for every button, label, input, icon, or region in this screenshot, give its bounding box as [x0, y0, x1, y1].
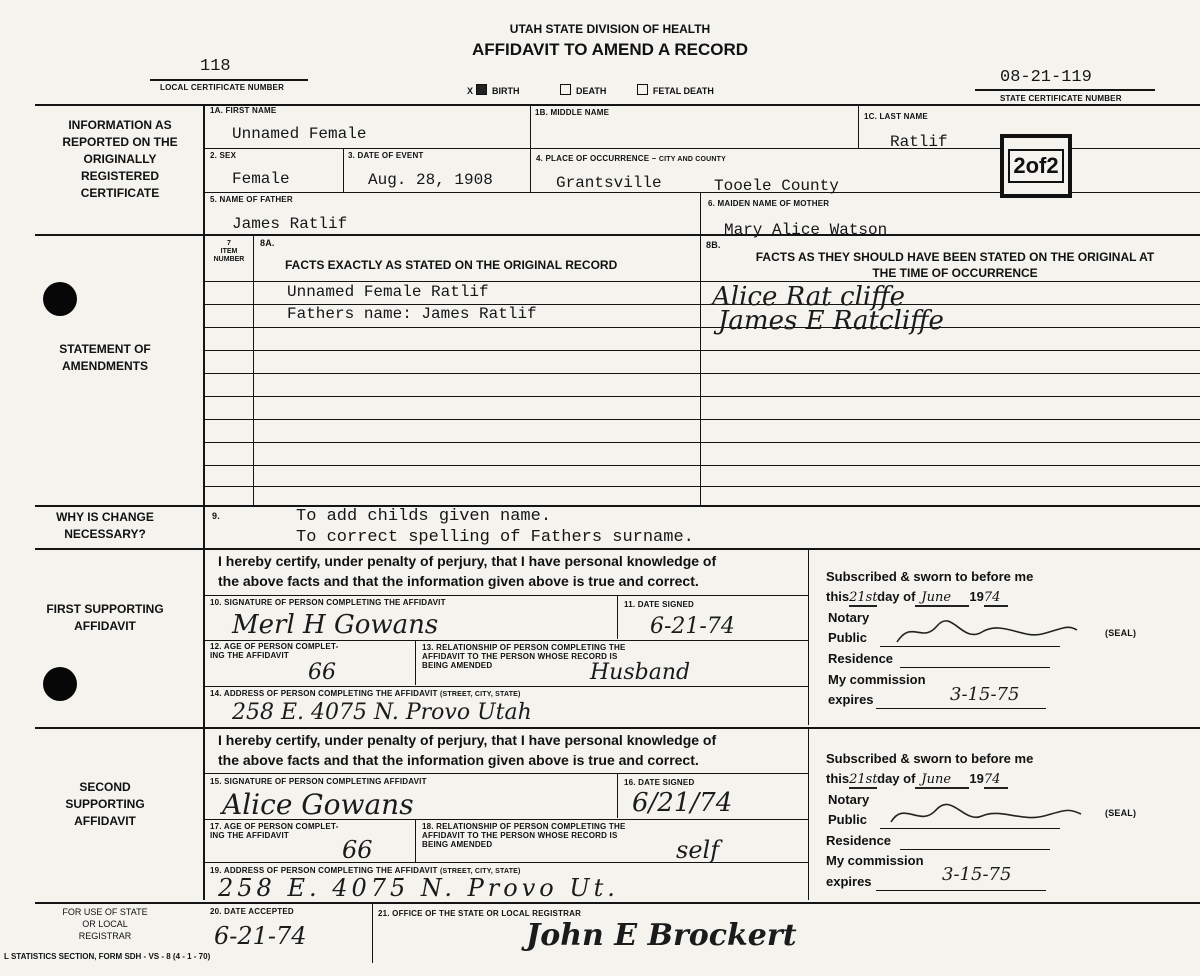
- col-b-header: FACTS AS THEY SHOULD HAVE BEEN STATED ON THE ORIGINAL AT THE TIME OF OCCURRENCE: [755, 250, 1155, 280]
- aff1-signature-label: 10. SIGNATURE OF PERSON COMPLETING THE AFFIDAVIT: [210, 598, 446, 607]
- section-amend-label: STATEMENT OF AMENDMENTS: [59, 342, 151, 373]
- aff2-notary-label: Notary: [828, 792, 870, 807]
- col-b-number: 8B.: [706, 240, 721, 250]
- aff2-address-label: 19. ADDRESS OF PERSON COMPLETING THE AFFIDAVIT (STREET, CITY, STATE): [210, 866, 521, 875]
- aff1-expires-value: 3-15-75: [950, 684, 1020, 705]
- birth-checkbox[interactable]: X: [467, 86, 474, 96]
- notary-signature-scribble: [886, 796, 1086, 832]
- mother-name-label: 6. MAIDEN NAME OF MOTHER: [708, 199, 830, 208]
- state-certificate-number: 08-21-119: [1000, 68, 1092, 87]
- amend-row1-original: Unnamed Female Ratlif: [287, 283, 489, 301]
- aff2-relationship-label: 18. RELATIONSHIP OF PERSON COMPLETING THE AFFIDAVIT TO THE PERSON WHOSE RECORD IS BEING AMENDED: [422, 822, 626, 849]
- aff1-age-label: 12. AGE OF PERSON COMPLET- ING THE AFFIDAVIT: [210, 642, 339, 660]
- aff2-residence-label: Residence: [826, 833, 892, 848]
- aff2-cert-line2: the above facts and that the information given above is true and correct.: [218, 752, 699, 768]
- aff1-commission-label: My commission: [828, 672, 926, 687]
- aff2-notary-signature: [886, 796, 1086, 832]
- aff2-day-line: this21stday of June 1974: [826, 771, 1008, 789]
- aff2-date: 6/21/74: [632, 788, 733, 818]
- aff2-cert-line1: I hereby certify, under penalty of perjury, that I have personal knowledge of: [218, 732, 717, 748]
- aff2-day-value: 21st: [849, 772, 878, 787]
- aff2-age: 66: [342, 836, 373, 864]
- section-second-affidavit-label: SECOND SUPPORTING AFFIDAVIT: [65, 780, 145, 828]
- sex-label: 2. SEX: [210, 151, 237, 160]
- punch-hole-bottom: [43, 667, 77, 701]
- date-accepted-label: 20. DATE ACCEPTED: [210, 907, 294, 916]
- aff1-date-label: 11. DATE SIGNED: [624, 600, 694, 609]
- place-label: 4. PLACE OF OCCURRENCE – CITY AND COUNTY: [536, 154, 726, 163]
- aff1-public-label: Public: [828, 630, 868, 645]
- aff1-residence-label: Residence: [828, 651, 894, 666]
- notary-signature-scribble: [892, 614, 1082, 650]
- section-why-label: WHY IS CHANGE NECESSARY?: [56, 510, 154, 541]
- date-of-event-value: Aug. 28, 1908: [368, 171, 493, 189]
- form-footer: L STATISTICS SECTION, FORM SDH - VS - 8 (4 - 1 - 70): [4, 952, 211, 961]
- birth-label: BIRTH: [492, 86, 520, 96]
- sex-value: Female: [232, 170, 290, 188]
- section-info-label: INFORMATION AS REPORTED ON THE ORIGINALLY REGISTERED CERTIFICATE: [62, 118, 178, 200]
- amend-row2-original: Fathers name: James Ratlif: [287, 305, 537, 323]
- aff1-signature: Merl H Gowans: [232, 610, 439, 640]
- aff1-seal-label: (SEAL): [1105, 628, 1137, 638]
- record-type-options: [467, 84, 714, 96]
- aff2-public-label: Public: [828, 812, 868, 827]
- aff1-cert-line1: I hereby certify, under penalty of perjury, that I have personal knowledge of: [218, 553, 717, 569]
- page-stamp: [1000, 134, 1072, 198]
- city-value: Grantsville: [556, 174, 662, 192]
- aff2-seal-label: (SEAL): [1105, 808, 1137, 818]
- section-registrar-label: FOR USE OF STATE OR LOCAL REGISTRAR: [62, 907, 148, 941]
- last-name-label: 1C. LAST NAME: [864, 112, 928, 121]
- aff2-expires-value: 3-15-75: [942, 864, 1012, 885]
- first-name-value: Unnamed Female: [232, 125, 367, 143]
- aff2-signature: Alice Gowans: [222, 788, 414, 821]
- why-number: 9.: [212, 511, 220, 521]
- col-a-header: FACTS EXACTLY AS STATED ON THE ORIGINAL RECORD: [285, 258, 618, 272]
- aff2-year-value: 74: [984, 772, 1008, 789]
- agency-name: UTAH STATE DIVISION OF HEALTH: [509, 22, 711, 36]
- registrar-office-label: 21. OFFICE OF THE STATE OR LOCAL REGISTRAR: [378, 909, 582, 918]
- state-certificate-label: STATE CERTIFICATE NUMBER: [1000, 94, 1122, 103]
- item-number-header: 7 ITEM NUMBER: [213, 240, 245, 263]
- death-label: DEATH: [576, 86, 607, 96]
- death-checkbox[interactable]: [560, 84, 571, 95]
- birth-checkbox-box[interactable]: [476, 84, 487, 95]
- aff1-address: 258 E. 4075 N. Provo Utah: [232, 700, 532, 725]
- punch-hole-top: [43, 282, 77, 316]
- middle-name-label: 1B. MIDDLE NAME: [535, 108, 610, 117]
- registrar-signature: John E Brockert: [526, 918, 797, 953]
- amend-row2-corrected: James E Ratcliffe: [718, 306, 944, 336]
- why-line1: To add childs given name.: [296, 507, 552, 526]
- county-value: Tooele County: [714, 177, 839, 195]
- aff1-subscribed-text: Subscribed & sworn to before me: [826, 569, 1034, 584]
- aff1-cert-line2: the above facts and that the information given above is true and correct.: [218, 573, 699, 589]
- aff1-notary-signature: [892, 614, 1082, 650]
- aff1-relationship-label: 13. RELATIONSHIP OF PERSON COMPLETING THE AFFIDAVIT TO THE PERSON WHOSE RECORD IS BEING AMENDED: [422, 643, 626, 670]
- aff1-notary-label: Notary: [828, 610, 870, 625]
- aff2-signature-label: 15. SIGNATURE OF PERSON COMPLETING AFFIDAVIT: [210, 777, 427, 786]
- why-line2: To correct spelling of Fathers surname.: [296, 528, 694, 547]
- local-certificate-number: 118: [200, 57, 231, 76]
- mother-name-value: Mary Alice Watson: [724, 221, 888, 239]
- aff1-expires-label: expires: [828, 692, 874, 707]
- last-name-value: Ratlif: [890, 133, 948, 151]
- section-first-affidavit-label: FIRST SUPPORTING AFFIDAVIT: [46, 602, 164, 633]
- first-name-label: 1A. FIRST NAME: [210, 106, 277, 115]
- aff2-commission-label: My commission: [826, 853, 924, 868]
- fetal-death-label: FETAL DEATH: [652, 86, 714, 96]
- form-title: AFFIDAVIT TO AMEND A RECORD: [471, 40, 749, 59]
- aff2-age-label: 17. AGE OF PERSON COMPLET- ING THE AFFIDAVIT: [210, 822, 339, 840]
- aff1-year-value: 74: [984, 590, 1008, 607]
- aff1-address-label: 14. ADDRESS OF PERSON COMPLETING THE AFFIDAVIT (STREET, CITY, STATE): [210, 689, 521, 698]
- local-certificate-label: LOCAL CERTIFICATE NUMBER: [160, 83, 285, 92]
- aff2-month-value: June: [915, 772, 969, 789]
- aff1-day-value: 21st: [849, 590, 878, 605]
- page-stamp-text: 2of2: [1008, 149, 1063, 183]
- aff1-date: 6-21-74: [650, 614, 735, 639]
- aff2-relationship: self: [676, 836, 720, 864]
- aff2-subscribed-text: Subscribed & sworn to before me: [826, 751, 1034, 766]
- amend-row1-corrected: Alice Rat cliffe: [712, 282, 906, 312]
- father-name-label: 5. NAME OF FATHER: [210, 195, 293, 204]
- fetal-death-checkbox[interactable]: [637, 84, 648, 95]
- father-name-value: James Ratlif: [232, 215, 348, 233]
- aff1-month-value: June: [915, 590, 969, 607]
- aff1-relationship: Husband: [590, 660, 691, 685]
- aff1-age: 66: [308, 660, 336, 685]
- aff2-date-label: 16. DATE SIGNED: [624, 778, 695, 787]
- aff2-expires-label: expires: [826, 874, 872, 889]
- aff2-address: 258 E. 4075 N. Provo Ut.: [218, 874, 619, 902]
- col-a-number: 8A.: [260, 238, 275, 248]
- date-accepted-value: 6-21-74: [214, 922, 307, 950]
- date-of-event-label: 3. DATE OF EVENT: [348, 151, 424, 160]
- aff1-day-line: this21stday of June 1974: [826, 589, 1008, 607]
